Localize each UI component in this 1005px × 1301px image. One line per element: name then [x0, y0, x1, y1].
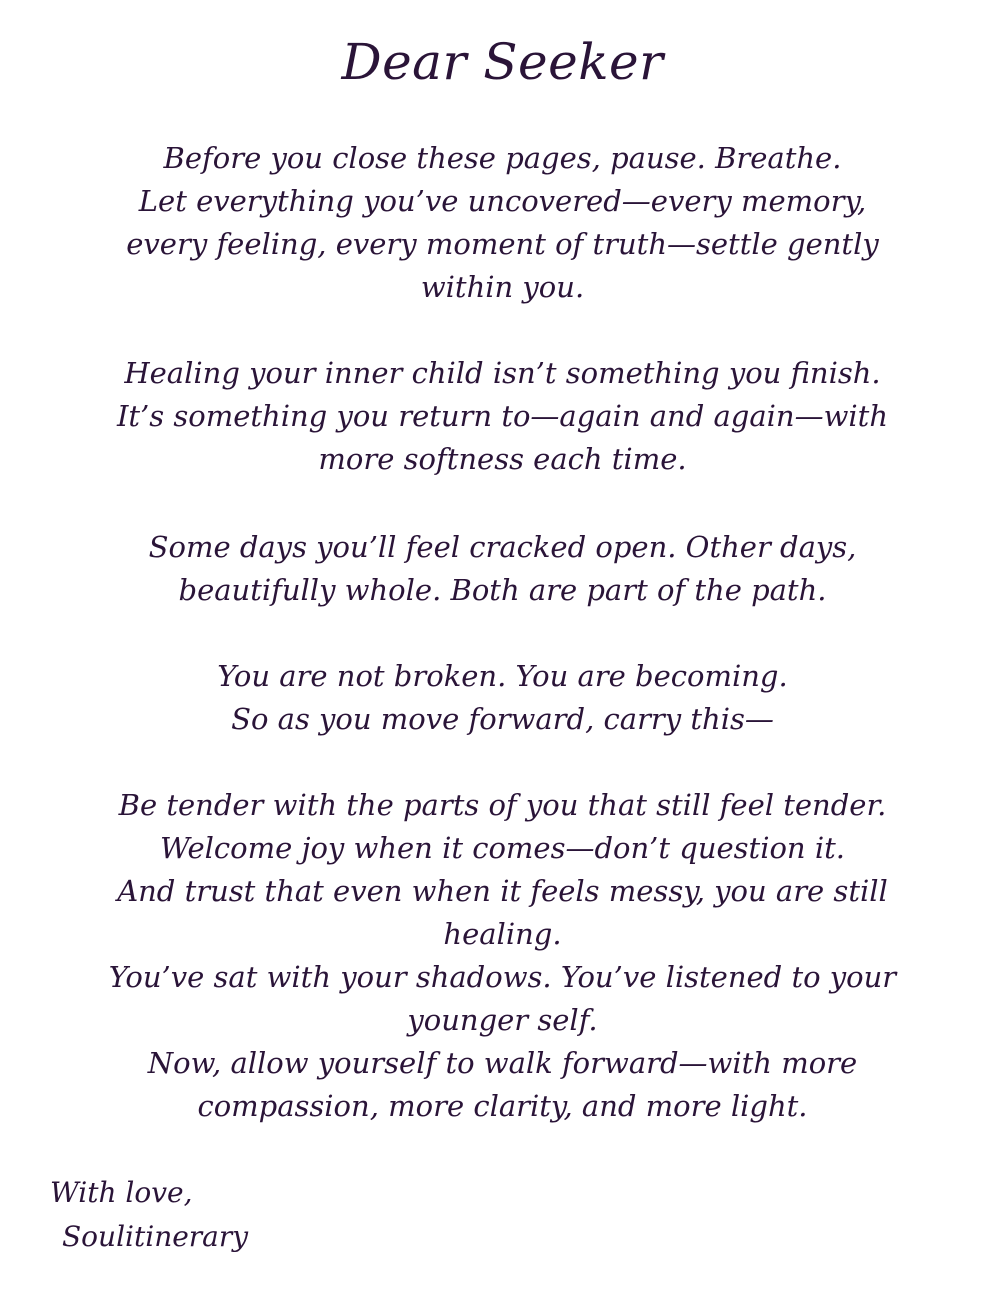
text-line: Let everything you’ve uncovered—every memory, [138, 184, 867, 218]
text-line: You’ve sat with your shadows. You’ve listened to your [108, 960, 897, 994]
text-line: It’s something you return to—again and again—with [116, 399, 889, 433]
text-line: Some days you’ll feel cracked open. Other days, [148, 530, 857, 564]
text-line: Welcome joy when it comes—don’t question it. [160, 831, 845, 865]
paragraph-3 [0, 526, 1005, 612]
text-line: beautifully whole. Both are part of the path. [178, 573, 827, 607]
letter-title: Dear Seeker [341, 33, 664, 91]
text-line: Be tender with the parts of you that still feel tender. [118, 788, 887, 822]
text-line: Before you close these pages, pause. Breathe. [163, 141, 842, 175]
text-line: And trust that even when it feels messy, you are still [117, 874, 888, 908]
paragraph-2 [0, 352, 1005, 481]
text-line: Healing your inner child isn’t something you finish. [124, 356, 881, 390]
text-line: younger self. [407, 1003, 598, 1037]
text-line: You are not broken. You are becoming. [217, 659, 788, 693]
signoff-name: Soulitinerary [62, 1220, 249, 1253]
paragraph-4 [0, 655, 1005, 741]
signoff-closing: With love, [50, 1176, 193, 1209]
text-line: Now, allow yourself to walk forward—with more [147, 1046, 858, 1080]
paragraph-1 [0, 137, 1005, 309]
text-line: compassion, more clarity, and more light. [197, 1089, 808, 1123]
paragraph-5 [0, 784, 1005, 1128]
text-line: within you. [420, 270, 585, 304]
text-line: So as you move forward, carry this— [231, 702, 774, 736]
text-line: more softness each time. [318, 442, 687, 476]
text-line: every feeling, every moment of truth—settle gently [126, 227, 879, 261]
signoff [50, 1171, 248, 1259]
text-line: healing. [443, 917, 562, 951]
